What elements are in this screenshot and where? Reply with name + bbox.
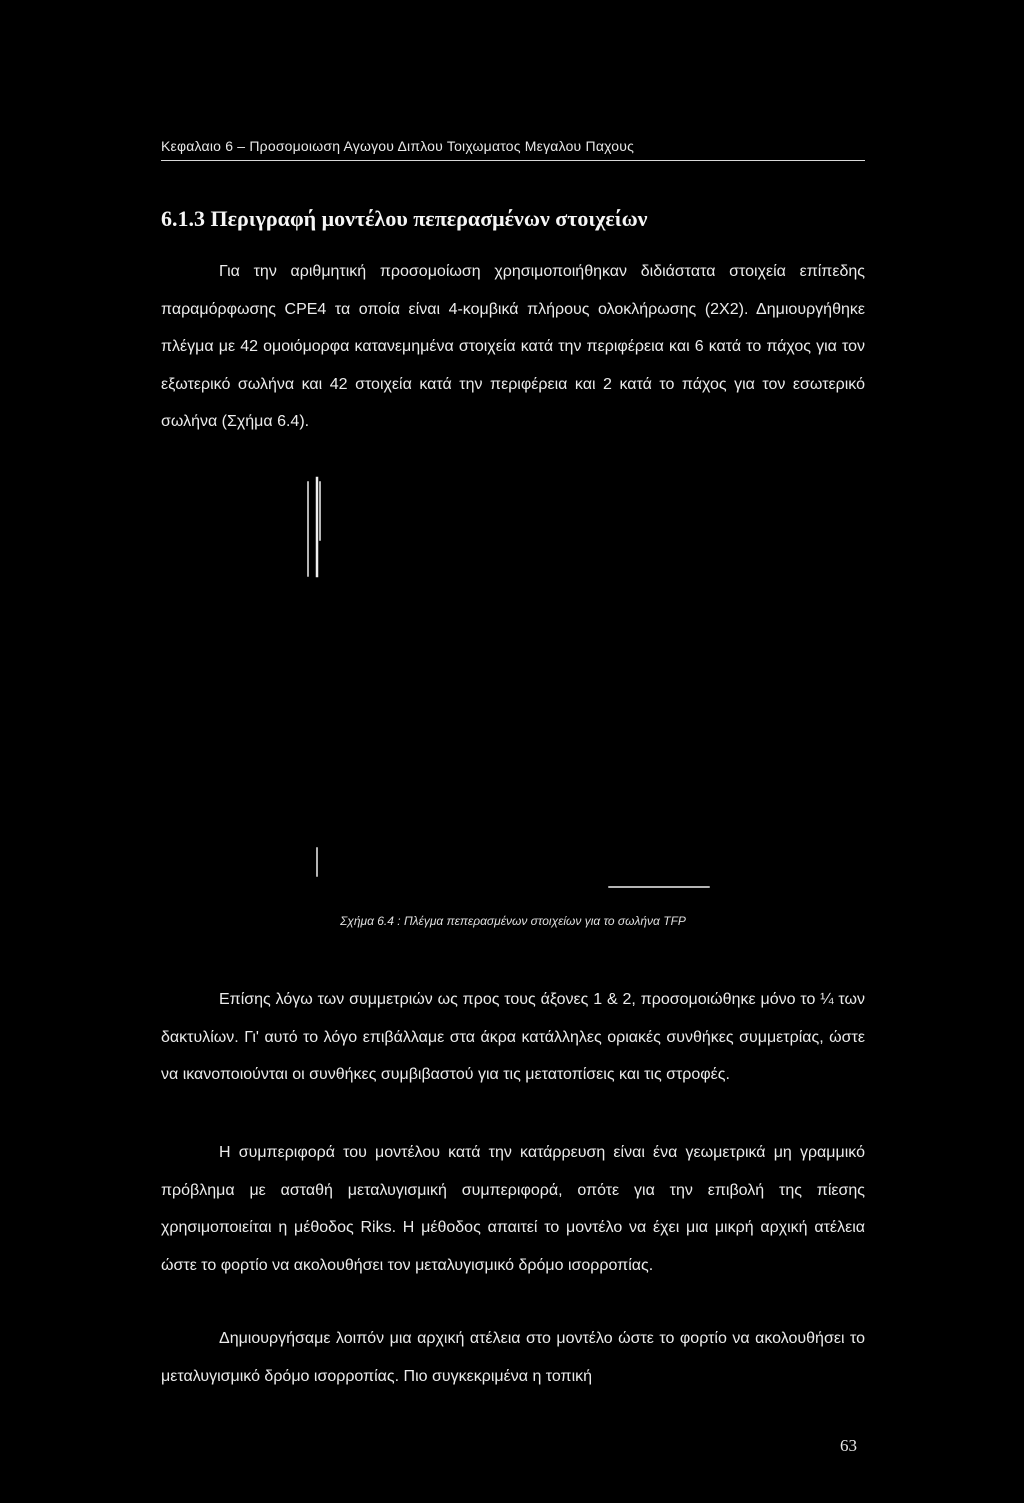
page-number: 63: [840, 1436, 857, 1455]
figure-mesh: [161, 470, 865, 890]
paragraph-imperfection: Δημιουργήσαμε λοιπόν μια αρχική ατέλεια στο μοντέλο ώστε το φορτίο να ακολουθήσει το μεταλυγισμικό δρόμο ισορροπίας. Πιο συγκεκριμένα η τοπική: [161, 1330, 865, 1385]
paragraph-symmetry: Επίσης λόγω των συμμετριών ως προς τους άξονες 1 & 2, προσομοιώθηκε μόνο το ¼ των δακτυλίων. Γι' αυτό το λόγο επιβάλλαμε στα άκρα κατάλληλες οριακές συνθήκες συμμετρίας, ώστε να ικανοποιούνται οι συνθήκες συμβιβαστού για τις μετατοπίσεις και τις στροφές.: [161, 991, 865, 1083]
mesh-figure-graphic: [161, 470, 865, 890]
header-divider: [161, 160, 865, 161]
section-title: 6.1.3 Περιγραφή μοντέλου πεπερασμένων στοιχείων: [161, 206, 648, 231]
paragraph-riks-method: Η συμπεριφορά του μοντέλου κατά την κατάρρευση είναι ένα γεωμετρικά μη γραμμικό πρόβλημα με ασταθή μεταλυγισμική συμπεριφορά, οπότε για την επιβολή της πίεσης χρησιμοποιείται η μέθοδος Riks. Η μέθοδος απαιτεί το μοντέλο να έχει μια μικρή αρχική ατέλεια ώστε το φορτίο να ακολουθήσει τον μεταλυγισμικό δρόμο ισορροπίας.: [161, 1144, 865, 1274]
running-header: Κεφαλαιο 6 – Προσομοιωση Αγωγου Διπλου Τοιχωματος Μεγαλου Παχους: [161, 138, 635, 154]
paragraph-mesh-description: Για την αριθμητική προσομοίωση χρησιμοποιήθηκαν διδιάστατα στοιχεία επίπεδης παραμόρφωσης CPE4 τα οποία είναι 4-κομβικά πλήρους ολοκλήρωσης (2X2). Δημιουργήθηκε πλέγμα με 42 ομοιόμορφα κατανεμημένα στοιχεία κατά την περιφέρεια και 6 κατά το πάχος για τον εξωτερικό σωλήνα και 42 στοιχεία κατά την περιφέρεια και 2 κατά το πάχος για τον εσωτερικό σωλήνα (Σχήμα 6.4).: [161, 263, 865, 430]
figure-caption: Σχήμα 6.4 : Πλέγμα πεπερασμένων στοιχείων για το σωλήνα TFP: [340, 914, 686, 928]
